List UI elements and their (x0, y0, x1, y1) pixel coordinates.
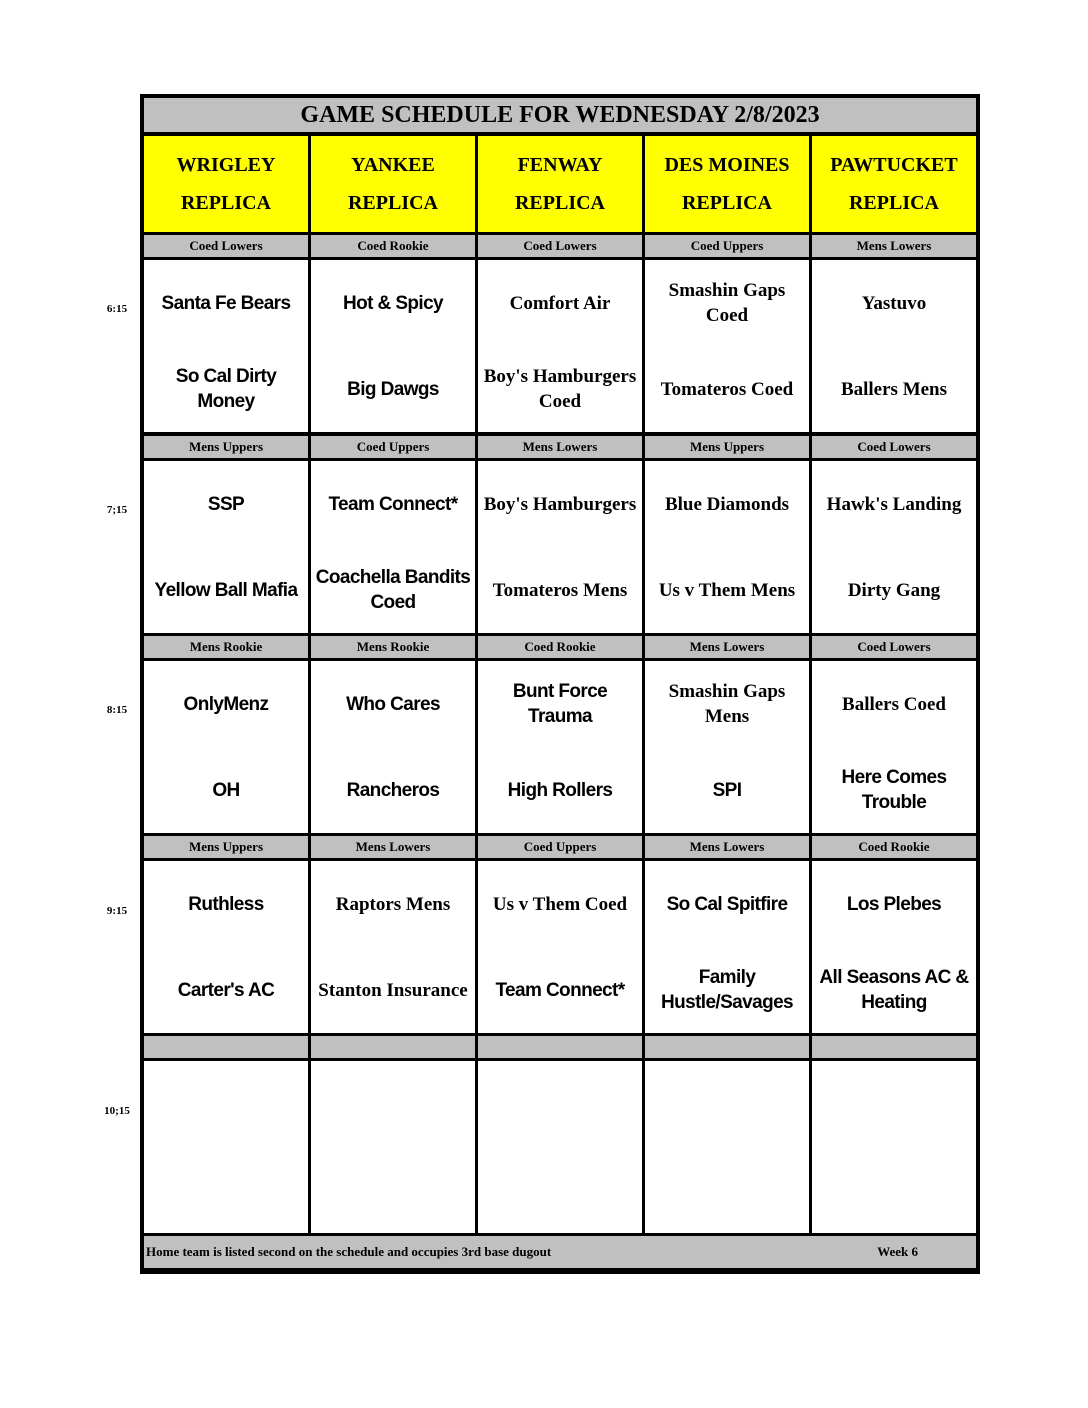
game-cell (478, 260, 642, 432)
week-label: Week 6 (877, 1244, 918, 1259)
division-label: Coed Lowers (144, 235, 308, 257)
division-label: Mens Lowers (311, 836, 475, 858)
home-team (311, 1147, 475, 1233)
division-label: Coed Uppers (478, 836, 642, 858)
game-cell (311, 661, 475, 833)
footer-bar (144, 1236, 976, 1268)
home-team: High Rollers (507, 779, 613, 801)
away-team (478, 1061, 642, 1147)
division-label: Mens Lowers (645, 636, 809, 658)
game-cell (812, 260, 976, 432)
home-team (144, 1147, 308, 1233)
away-team: Hot & Spicy (342, 292, 444, 314)
field-subtitle: REPLICA (514, 192, 605, 214)
home-team: Us v Them Mens (658, 579, 796, 601)
away-team: Santa Fe Bears (161, 292, 291, 314)
game-cell (311, 1061, 475, 1233)
time-slot-label: 7;15 (106, 504, 128, 516)
game-cell (478, 1061, 642, 1233)
division-label: Mens Lowers (645, 836, 809, 858)
game-cell (812, 461, 976, 633)
division-label: Coed Rookie (311, 235, 475, 257)
away-team: Us v Them Coed (492, 893, 628, 915)
away-team: Ballers Coed (842, 693, 946, 715)
division-label: Coed Rookie (478, 636, 642, 658)
home-team: Boy's Hamburgers Coed (483, 366, 637, 412)
away-team: Yastuvo (861, 292, 927, 314)
home-team: Stanton Insurance (318, 979, 468, 1001)
home-team: Carter's AC (177, 979, 275, 1001)
footer-note: Home team is listed second on the schedule and occupies 3rd base dugout (146, 1244, 552, 1259)
division-label: Coed Lowers (812, 636, 976, 658)
game-cell (645, 260, 809, 432)
away-team: Boy's Hamburgers (483, 493, 637, 515)
home-team (812, 1147, 976, 1233)
division-label: Mens Rookie (311, 636, 475, 658)
home-team: Tomateros Coed (660, 378, 794, 400)
game-cell (812, 1061, 976, 1233)
division-label (812, 1036, 976, 1058)
away-team: Los Plebes (846, 893, 942, 915)
away-team: Ruthless (188, 893, 264, 915)
home-team: Ballers Mens (840, 378, 948, 400)
game-cell (812, 861, 976, 1033)
home-team: SPI (712, 779, 742, 801)
home-team: Big Dawgs (347, 378, 439, 400)
away-team: Smashin Gaps Coed (668, 280, 786, 326)
game-cell (478, 461, 642, 633)
game-cell (311, 260, 475, 432)
division-label: Coed Uppers (645, 235, 809, 257)
home-team: Coachella Bandits Coed (315, 567, 471, 613)
division-label (311, 1036, 475, 1058)
game-cell (812, 661, 976, 833)
away-team: OnlyMenz (183, 693, 269, 715)
time-slot-label: 9:15 (106, 905, 128, 917)
home-team: Yellow Ball Mafia (154, 579, 298, 601)
field-header (144, 136, 308, 232)
away-team (311, 1061, 475, 1147)
division-label: Mens Lowers (478, 436, 642, 458)
game-cell (311, 461, 475, 633)
field-subtitle: REPLICA (848, 192, 939, 214)
away-team: Bunt Force Trauma (512, 681, 608, 727)
game-cell (144, 1061, 308, 1233)
away-team: So Cal Spitfire (666, 893, 788, 915)
field-name: FENWAY (517, 154, 603, 176)
away-team: Raptors Mens (335, 893, 451, 915)
away-team: Team Connect* (328, 493, 458, 515)
away-team: Hawk's Landing (826, 493, 962, 515)
division-label: Mens Uppers (645, 436, 809, 458)
division-label (478, 1036, 642, 1058)
game-cell (144, 661, 308, 833)
field-name: YANKEE (351, 154, 435, 176)
home-team: All Seasons AC & Heating (819, 967, 969, 1013)
away-team (812, 1061, 976, 1147)
home-team: Family Hustle/Savages (660, 967, 794, 1013)
schedule-table (140, 94, 980, 1274)
away-team: SSP (207, 493, 245, 515)
division-label (645, 1036, 809, 1058)
away-team: Blue Diamonds (664, 493, 790, 515)
home-team: Here Comes Trouble (841, 767, 947, 813)
time-slot-label: 6:15 (106, 303, 128, 315)
field-subtitle: REPLICA (180, 192, 271, 214)
game-cell (311, 861, 475, 1033)
field-header (311, 136, 475, 232)
division-label: Coed Rookie (812, 836, 976, 858)
home-team: Dirty Gang (847, 579, 941, 601)
game-cell (144, 461, 308, 633)
game-cell (478, 661, 642, 833)
field-header (478, 136, 642, 232)
home-team: So Cal Dirty Money (175, 366, 277, 412)
away-team: Who Cares (346, 693, 440, 715)
field-header (645, 136, 809, 232)
division-label (144, 1036, 308, 1058)
away-team: Comfort Air (509, 292, 611, 314)
home-team: Tomateros Mens (492, 579, 628, 601)
field-name: WRIGLEY (176, 154, 276, 176)
home-team: Rancheros (346, 779, 440, 801)
game-cell (645, 1061, 809, 1233)
game-cell (645, 461, 809, 633)
division-label: Mens Uppers (144, 436, 308, 458)
division-label: Coed Lowers (478, 235, 642, 257)
field-name: PAWTUCKET (830, 154, 958, 176)
game-cell (144, 260, 308, 432)
schedule-title: GAME SCHEDULE FOR WEDNESDAY 2/8/2023 (144, 98, 976, 132)
field-subtitle: REPLICA (681, 192, 772, 214)
away-team: Smashin Gaps Mens (668, 681, 786, 727)
game-cell (645, 861, 809, 1033)
game-cell (645, 661, 809, 833)
time-slot-label: 8:15 (106, 704, 128, 716)
field-subtitle: REPLICA (347, 192, 438, 214)
division-label: Mens Rookie (144, 636, 308, 658)
time-slot-label: 10;15 (104, 1105, 130, 1117)
away-team (645, 1061, 809, 1147)
division-label: Coed Lowers (812, 436, 976, 458)
home-team: OH (212, 779, 240, 801)
division-label: Mens Uppers (144, 836, 308, 858)
home-team (478, 1147, 642, 1233)
away-team (144, 1061, 308, 1147)
field-name: DES MOINES (664, 154, 790, 176)
field-header (812, 136, 976, 232)
game-cell (478, 861, 642, 1033)
game-cell (144, 861, 308, 1033)
division-label: Coed Uppers (311, 436, 475, 458)
division-label: Mens Lowers (812, 235, 976, 257)
home-team (645, 1147, 809, 1233)
home-team: Team Connect* (495, 979, 625, 1001)
